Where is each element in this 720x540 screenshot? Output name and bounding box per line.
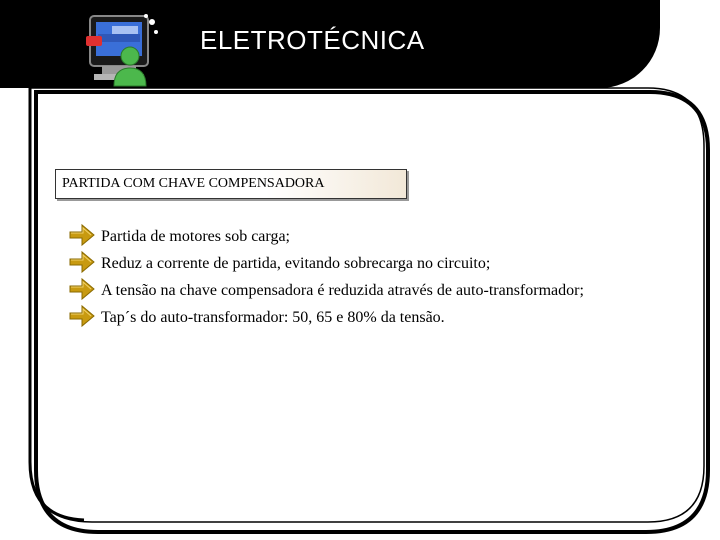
bullet-text: Reduz a corrente de partida, evitando sobrecarga no circuito;: [101, 254, 491, 272]
bullet-text: A tensão na chave compensadora é reduzida através de auto-transformador;: [101, 281, 584, 299]
right-arrow-icon: [68, 276, 96, 302]
list-item: [68, 302, 584, 329]
list-item: [68, 275, 584, 302]
right-arrow-icon: [68, 303, 96, 329]
section-title: PARTIDA COM CHAVE COMPENSADORA: [62, 176, 325, 191]
bullet-text: Tap´s do auto-transformador: 50, 65 e 80% da tensão.: [101, 308, 445, 326]
list-item: [68, 221, 584, 248]
page-title: ELETROTÉCNICA: [200, 25, 425, 55]
right-arrow-icon: [68, 249, 96, 275]
right-arrow-icon: [68, 222, 96, 248]
bullet-text: Partida de motores sob carga;: [101, 227, 290, 245]
section-title-box: [55, 169, 407, 199]
computer-user-icon: [84, 12, 164, 92]
bullet-list: [68, 221, 584, 329]
list-item: [68, 248, 584, 275]
